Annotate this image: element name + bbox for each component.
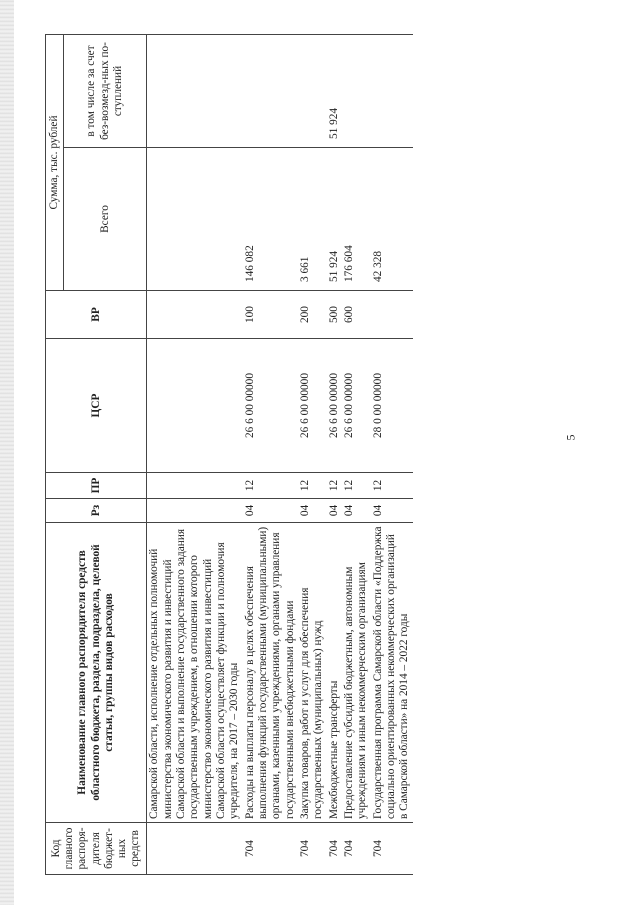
cell-code: 704 [298, 823, 327, 875]
header-incl: в том числе за счет без-возмезд-ных по-ступлений [64, 35, 147, 148]
table-row [327, 35, 342, 875]
header-total: Всего [64, 148, 147, 291]
cell-name: Предоставление субсидий бюджетным, автономным учреждениям и иным некоммерческим организациям [342, 523, 371, 823]
cell-pr: 12 [371, 473, 413, 499]
table-row [298, 35, 327, 875]
cell-csr [147, 339, 243, 473]
cell-incl: 51 924 [327, 35, 342, 148]
cell-code: 704 [342, 823, 371, 875]
cell-name: Межбюджетные трансферты [327, 523, 342, 823]
cell-vr [371, 291, 413, 339]
cell-code [147, 823, 243, 875]
header-csr: ЦСР [46, 339, 147, 473]
cell-vr: 500 [327, 291, 342, 339]
cell-total: 51 924 [327, 148, 342, 291]
cell-total: 42 328 [371, 148, 413, 291]
page-number: 5 [563, 434, 578, 441]
cell-pr: 12 [298, 473, 327, 499]
cell-vr: 100 [243, 291, 298, 339]
cell-name: Государственная программа Самарской области «Поддержка социально ориентированных некоммерческих организаций в Самарской области» на 2014 – 2022 годы [371, 523, 413, 823]
cell-csr: 26 6 00 00000 [298, 339, 327, 473]
cell-csr: 28 0 00 00000 [371, 339, 413, 473]
cell-code: 704 [327, 823, 342, 875]
cell-rz: 04 [298, 499, 327, 523]
cell-total: 176 604 [342, 148, 371, 291]
cell-vr [147, 291, 243, 339]
budget-table-page [45, 35, 625, 875]
cell-csr: 26 6 00 00000 [327, 339, 342, 473]
cell-csr: 26 6 00 00000 [243, 339, 298, 473]
cell-name: Самарской области, исполнение отдельных полномочий министерства экономического развития и инвестиций Самарской области и выполнение государственного задания государственным учреждением, в отношении которого министерство экономического развития и инвестиций Самарской области осуществляет функции и полномочия учредителя, на 2017 – 2030 годы [147, 523, 243, 823]
table-row [371, 35, 413, 875]
cell-rz: 04 [342, 499, 371, 523]
header-sum: Сумма, тыс. рублей [46, 35, 64, 291]
header-code: Код главного распоря-дителя бюджет-ных средств [46, 823, 147, 875]
table-row [147, 35, 243, 875]
table-row [342, 35, 371, 875]
cell-csr: 26 6 00 00000 [342, 339, 371, 473]
cell-rz [147, 499, 243, 523]
cell-vr: 200 [298, 291, 327, 339]
header-name: Наименование главного распорядителя средств областного бюджета, раздела, подраздела, целевой статьи, группы видов расходов [46, 523, 147, 823]
header-rz: Рз [46, 499, 147, 523]
scan-edge [0, 0, 14, 905]
table-row [243, 35, 298, 875]
cell-name: Расходы на выплаты персоналу в целях обеспечения выполнения функций государственными (муниципальными) органами, казенными учреждениями, органами управления государственными внебюджетными фондами [243, 523, 298, 823]
cell-vr: 600 [342, 291, 371, 339]
cell-name: Закупка товаров, работ и услуг для обеспечения государственных (муниципальных) нужд [298, 523, 327, 823]
cell-pr: 12 [327, 473, 342, 499]
header-pr: ПР [46, 473, 147, 499]
cell-incl [147, 35, 243, 148]
cell-pr: 12 [243, 473, 298, 499]
cell-rz: 04 [371, 499, 413, 523]
cell-code: 704 [371, 823, 413, 875]
cell-incl [342, 35, 371, 148]
cell-incl [298, 35, 327, 148]
cell-code: 704 [243, 823, 298, 875]
budget-table [45, 34, 413, 875]
cell-incl [243, 35, 298, 148]
header-vr: ВР [46, 291, 147, 339]
cell-total [147, 148, 243, 291]
cell-pr: 12 [342, 473, 371, 499]
cell-rz: 04 [243, 499, 298, 523]
cell-pr [147, 473, 243, 499]
cell-total: 3 661 [298, 148, 327, 291]
cell-rz: 04 [327, 499, 342, 523]
cell-total: 146 082 [243, 148, 298, 291]
cell-incl [371, 35, 413, 148]
